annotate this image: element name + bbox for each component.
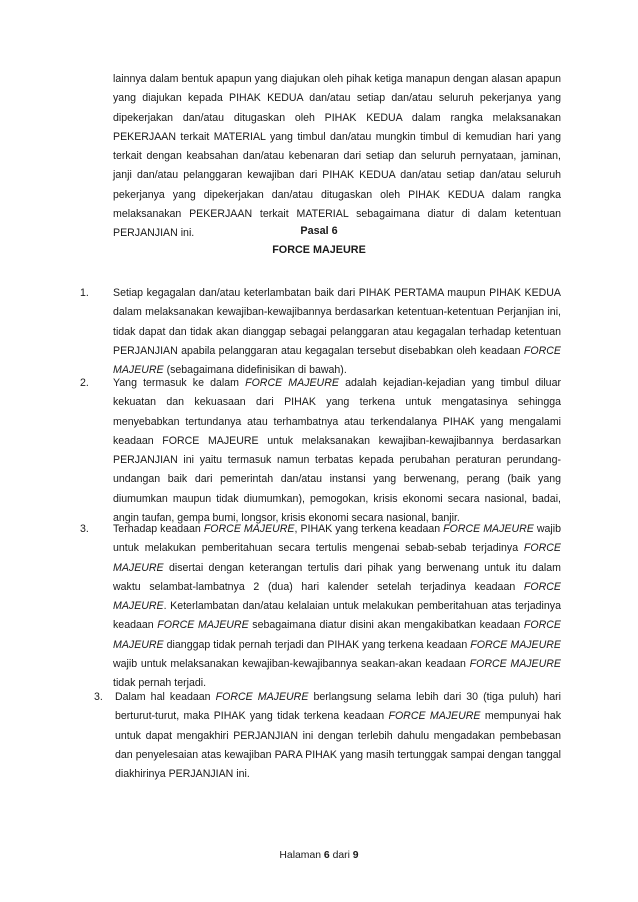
italic-term: FORCE MAJEURE xyxy=(470,638,561,651)
page-footer xyxy=(0,850,638,861)
italic-term: FORCE MAJEURE xyxy=(215,691,309,703)
italic-term: FORCE MAJEURE xyxy=(245,377,339,389)
italic-term: FORCE MAJEURE xyxy=(113,580,561,613)
footer-current-page: 6 xyxy=(323,850,330,861)
text-run: Yang termasuk ke dalam xyxy=(113,377,246,389)
text-run: Setiap kegagalan dan/atau keterlambatan baik dari PIHAK PERTAMA maupun PIHAK KEDUA dalam melaksanakan kewajiban-kewajibannya berdasarkan ketentuan-ketentuan Perjanjian ini, tidak dapat dan tidak akan dianggap sebagai pelanggaran atau kegagalan terhadap ketentuan PERJANJIAN apabila pelanggaran atau kegagalan tersebut disebabkan oleh keadaan xyxy=(113,287,561,357)
footer-middle: dari xyxy=(329,850,353,861)
text-run: adalah kejadian-kejadian yang timbul diluar kekuatan dan kekuasaan dari PIHAK yang terkena untuk mengatasinya sehingga menyebabkan tertundanya atau terhambatnya atau terkendalanya PIHAK yang mengalami keadaan FORCE MAJEURE untuk melaksanakan kewajiban-kewajibannya berdasarkan PERJANJIAN ini yaitu termasuk namun terbatas kepada perubahan peraturan perundang-undangan baik dari pemerintah dan/atau instansi yang berwenang, perang (baik yang diumumkan maupun tidak diumumkan), pemogokan, krisis ekonomi secara nasional, badai, angin taufan, gempa bumi, longsor, krisis ekonomi secara nasional, banjir. xyxy=(113,377,561,525)
text-run: mempunyai hak untuk dapat mengakhiri PERJANJIAN ini dengan terlebih dahulu mengadakan pembebasan dan penyelesaian atas kewajiban PARA PIHAK yang masih tertunggak sampai dengan tanggal diakhirinya PERJANJIAN ini. xyxy=(115,710,561,781)
italic-term: FORCE MAJEURE xyxy=(203,523,295,535)
text-run: berlangsung selama lebih dari 30 (tiga puluh) hari berturut-turut, maka PIHAK yang tidak terkena keadaan xyxy=(115,691,561,723)
item-2-number: 2. xyxy=(80,377,89,389)
text-run: tidak pernah terjadi. xyxy=(113,677,207,690)
text-run: dianggap tidak pernah terjadi dan PIHAK yang terkena keadaan xyxy=(163,638,471,651)
article-number: Pasal 6 xyxy=(300,225,338,237)
item-2-text xyxy=(113,374,561,528)
text-run: wajib untuk melaksanakan kewajiban-kewajibannya seakan-akan keadaan xyxy=(113,658,470,671)
footer-total-pages: 9 xyxy=(352,850,359,861)
subitem-text xyxy=(115,688,561,784)
item-3-text xyxy=(113,520,561,694)
text-run: Terhadap keadaan xyxy=(113,523,204,535)
item-3-number: 3. xyxy=(80,523,89,535)
text-run: , PIHAK yang terkena keadaan xyxy=(294,523,444,535)
italic-term: FORCE MAJEURE xyxy=(113,619,561,651)
footer-prefix: Halaman xyxy=(279,850,324,861)
text-run: Dalam hal keadaan xyxy=(115,691,216,703)
text-run: disertai dengan keterangan tertulis dari pihak yang berwenang untuk itu dalam waktu selambat-lambatnya 2 (dua) hari kalender setelah terjadinya keadaan xyxy=(113,561,561,593)
italic-term: FORCE MAJEURE xyxy=(113,344,561,377)
item-1-text xyxy=(113,284,561,380)
subitem-number: 3. xyxy=(94,691,103,703)
italic-term: FORCE MAJEURE xyxy=(113,542,561,574)
article-title: FORCE MAJEURE xyxy=(272,244,366,256)
italic-term: FORCE MAJEURE xyxy=(443,523,534,535)
intro-paragraph: lainnya dalam bentuk apapun yang diajukan oleh pihak ketiga manapun dengan alasan apapun yang diajukan kepada PIHAK KEDUA dan/atau setiap dan/atau seluruh pekerjanya yang dipekerjakan dan/atau ditugaskan oleh PIHAK KEDUA dalam rangka melaksanakan PEKERJAAN terkait MATERIAL yang timbul dan/atau mungkin timbul di kemudian hari yang terkait dengan keabsahan dan/atau kebenaran dari setiap dan seluruh pernyataan, jaminan, janji dan/atau pelanggaran kewajiban dari PIHAK KEDUA dan/atau setiap dan/atau seluruh pekerjanya yang dipekerjakan dan/atau ditugaskan oleh PIHAK KEDUA dalam rangka melaksanakan PEKERJAAN terkait MATERIAL sebagaimana diatur di dalam ketentuan PERJANJIAN ini. xyxy=(113,73,561,240)
text-run: (sebagaimana didefinisikan di bawah). xyxy=(163,364,347,377)
italic-term: FORCE MAJEURE xyxy=(469,658,561,671)
item-1-number: 1. xyxy=(80,287,89,299)
text-run: sebagaimana diatur disini akan mengakibatkan keadaan xyxy=(248,619,524,632)
text-run: . Keterlambatan dan/atau kelalaian untuk melakukan pemberitahuan atas terjadinya keadaan xyxy=(113,600,561,632)
text-run: wajib untuk melakukan pemberitahuan secara tertulis mengenai sebab-sebab terjadinya xyxy=(113,523,561,555)
italic-term: FORCE MAJEURE xyxy=(157,619,249,632)
italic-term: FORCE MAJEURE xyxy=(388,710,481,723)
